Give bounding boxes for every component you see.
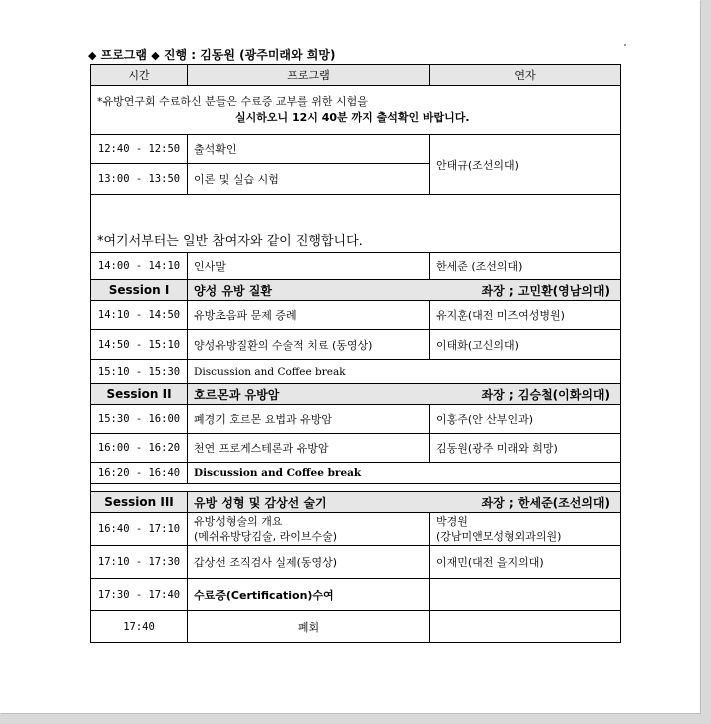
session-header-row — [91, 384, 621, 405]
table-row — [91, 579, 621, 611]
speaker-cell: 이재민(대전 을지의대) — [430, 546, 621, 579]
time-cell: 12:40 - 12:50 — [91, 135, 188, 164]
discussion-cell: Discussion and Coffee break — [188, 360, 621, 384]
time-cell: 16:20 - 16:40 — [91, 463, 188, 484]
program-heading — [88, 46, 335, 63]
speaker-line-1: 박경원 — [436, 515, 468, 528]
program-line-2: (메쉬유방당김술, 라이브수술) — [194, 530, 338, 543]
session-title-cell — [188, 492, 621, 513]
session-header-row — [91, 492, 621, 513]
table-header-row — [91, 65, 621, 86]
speaker-cell: 이태화(고신의대) — [430, 330, 621, 360]
speaker-cell: 유지훈(대전 미즈여성병원) — [430, 301, 621, 330]
time-cell: 14:50 - 15:10 — [91, 330, 188, 360]
table-row — [91, 330, 621, 360]
program-cell: 천연 프로게스테론과 유방암 — [188, 434, 430, 463]
time-cell: 16:40 - 17:10 — [91, 513, 188, 546]
header-program: 프로그램 — [188, 65, 430, 86]
heading-host: 진행 : 김동원 (광주미래와 희망) — [163, 48, 336, 62]
spacer-row — [91, 484, 621, 492]
session-chair: 좌장 ; 한세준(조선의대) — [481, 495, 610, 510]
speaker-cell: 김동원(광주 미래와 희망) — [430, 434, 621, 463]
discussion-row — [91, 360, 621, 384]
time-cell: 15:10 - 15:30 — [91, 360, 188, 384]
speaker-cell: 안태규(조선의대) — [430, 135, 621, 195]
spacer-cell — [91, 484, 621, 492]
program-cell: 폐회 — [188, 611, 430, 643]
speaker-cell: 한세준 (조선의대) — [430, 253, 621, 280]
session-title: 호르몬과 유방암 — [194, 387, 280, 402]
program-cell: 수료증(Certification)수여 — [188, 579, 430, 611]
session-title: 양성 유방 질환 — [194, 283, 272, 298]
heading-label: 프로그램 — [100, 48, 148, 62]
table-row — [91, 135, 621, 164]
notice-line-2: 실시하오니 12시 40분 까지 출석확인 바랍니다. — [235, 111, 470, 124]
session-chair: 좌장 ; 고민환(영남의대) — [481, 283, 610, 298]
session-chair: 좌장 ; 김승철(이화의대) — [481, 387, 610, 402]
time-cell: 17:10 - 17:30 — [91, 546, 188, 579]
discussion-row — [91, 463, 621, 484]
speaker-line-2: (강남미앤모성형외과의원) — [436, 530, 562, 543]
time-cell: 14:10 - 14:50 — [91, 301, 188, 330]
stray-dot — [624, 44, 626, 46]
time-cell: 17:30 - 17:40 — [91, 579, 188, 611]
program-cell: 인사말 — [188, 253, 430, 280]
program-cell: 유방초음파 문제 증례 — [188, 301, 430, 330]
session-name: Session II — [91, 384, 188, 405]
diamond-bullet-icon: ◆ — [88, 49, 97, 62]
speaker-cell — [430, 513, 621, 546]
program-line-1: 유방성형술의 개요 — [194, 515, 283, 528]
program-cell: 양성유방질환의 수술적 치료 (동영상) — [188, 330, 430, 360]
program-cell: 갑상선 조직검사 실제(동영상) — [188, 546, 430, 579]
table-row — [91, 405, 621, 434]
time-cell: 17:40 — [91, 611, 188, 643]
program-cell: 폐경기 호르몬 요법과 유방암 — [188, 405, 430, 434]
notice-row — [91, 86, 621, 135]
time-cell: 13:00 - 13:50 — [91, 164, 188, 195]
session-title-cell — [188, 280, 621, 301]
table-row — [91, 301, 621, 330]
table-row — [91, 253, 621, 280]
time-cell: 16:00 - 16:20 — [91, 434, 188, 463]
notice-row — [91, 195, 621, 253]
program-cell: 이론 및 실습 시험 — [188, 164, 430, 195]
table-row — [91, 434, 621, 463]
session-header-row — [91, 280, 621, 301]
table-row — [91, 611, 621, 643]
notice-line-1: *유방연구회 수료하신 분들은 수료증 교부를 위한 시험을 — [97, 95, 368, 108]
general-notice: *여기서부터는 일반 참여자와 같이 진행합니다. — [91, 195, 621, 253]
header-speaker: 연자 — [430, 65, 621, 86]
session-name: Session III — [91, 492, 188, 513]
session-name: Session I — [91, 280, 188, 301]
speaker-cell: 이홍주(안 산부인과) — [430, 405, 621, 434]
speaker-cell — [430, 611, 621, 643]
discussion-cell: Discussion and Coffee break — [188, 463, 621, 484]
session-title: 유방 성형 및 감상선 술기 — [194, 495, 327, 510]
session-title-cell — [188, 384, 621, 405]
header-time: 시간 — [91, 65, 188, 86]
speaker-cell — [430, 579, 621, 611]
table-row — [91, 546, 621, 579]
table-row — [91, 513, 621, 546]
program-table — [90, 64, 621, 643]
program-cell — [188, 513, 430, 546]
exam-notice — [91, 86, 621, 135]
time-cell: 14:00 - 14:10 — [91, 253, 188, 280]
diamond-bullet-icon: ◆ — [151, 49, 160, 62]
program-cell: 출석확인 — [188, 135, 430, 164]
time-cell: 15:30 - 16:00 — [91, 405, 188, 434]
